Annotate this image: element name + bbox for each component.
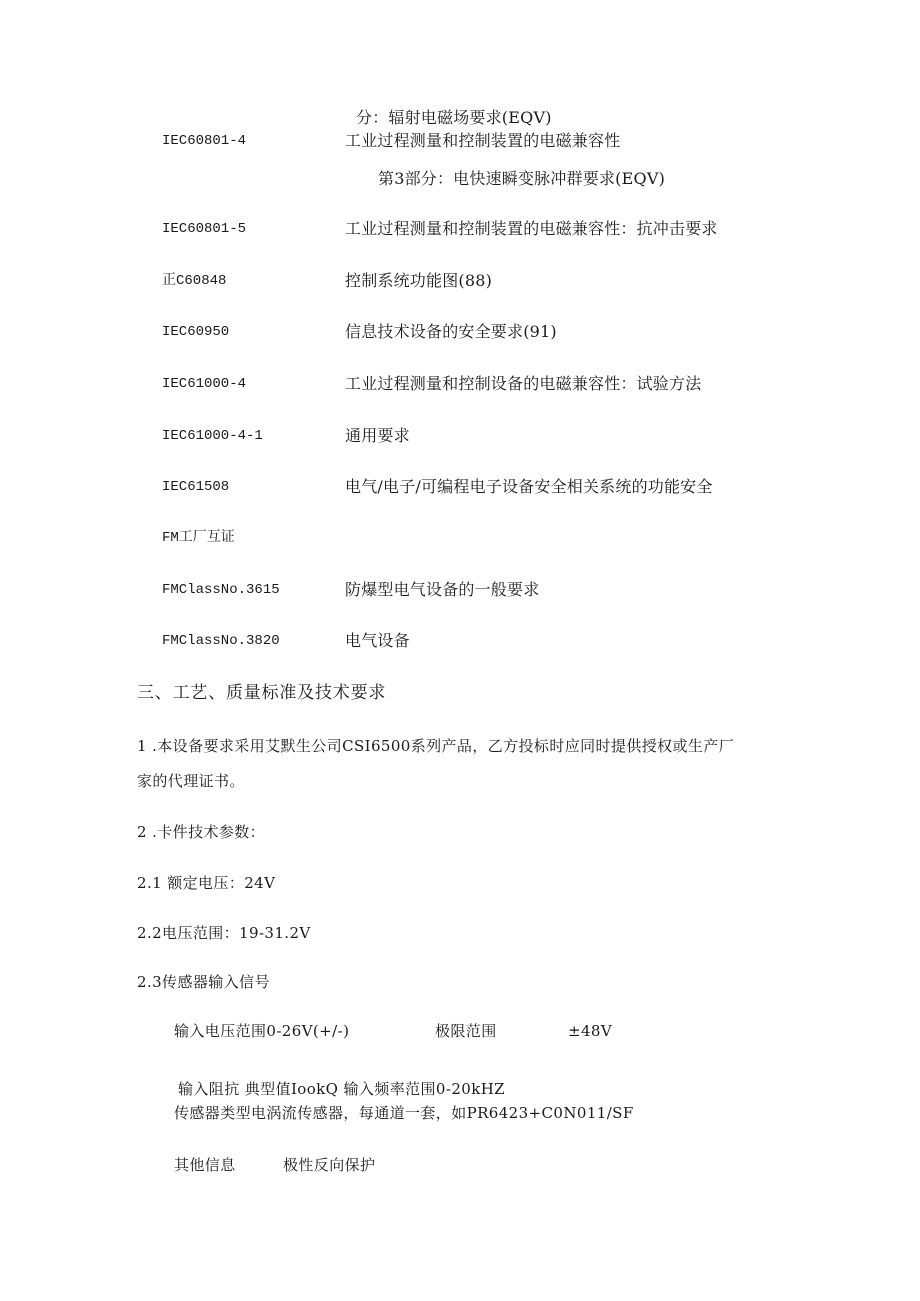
standard-desc-3: 工业过程测量和控制装置的电磁兼容性：抗冲击要求 [345, 219, 718, 238]
standard-desc-5: 信息技术设备的安全要求(91) [345, 322, 557, 341]
standard-desc-11: 电气设备 [345, 631, 410, 650]
standard-desc-6: 工业过程测量和控制设备的电磁兼容性：试验方法 [345, 374, 702, 393]
standard-code-4: 正C60848 [162, 273, 227, 289]
item-2-1: 2.1 额定电压：24V [137, 874, 276, 892]
standard-desc-10: 防爆型电气设备的一般要求 [345, 580, 540, 599]
item-2-2: 2.2电压范围：19-31.2V [137, 924, 311, 942]
input-impedance-line: 输入阻抗 典型值IookQ 输入频率范围0-20kHZ [178, 1080, 506, 1098]
standard-code-8: IEC61508 [162, 479, 230, 495]
standard-desc-8: 电气/电子/可编程电子设备安全相关系统的功能安全 [345, 477, 713, 496]
other-info-label: 其他信息 [174, 1156, 236, 1174]
item-1-line-2: 家的代理证书。 [137, 772, 245, 790]
standard-code-5: IEC60950 [162, 324, 230, 340]
item-2: 2 .卡件技术参数： [137, 823, 266, 841]
standard-code-9: FM工厂互证 [162, 530, 235, 546]
standard-code-11: FMClassNo.3820 [162, 633, 280, 649]
section-heading: 三、工艺、质量标准及技术要求 [137, 683, 387, 703]
standard-code-7: IEC61000-4-1 [162, 428, 263, 444]
standard-code-10: FMClassNo.3615 [162, 582, 280, 598]
standard-desc-4: 控制系统功能图(88) [345, 271, 493, 290]
limit-range-label: 极限范围 [435, 1022, 497, 1040]
standard-desc-1: 工业过程测量和控制装置的电磁兼容性 [345, 131, 621, 150]
limit-range-value: ±48V [568, 1022, 613, 1040]
standard-code-6: IEC61000-4 [162, 376, 247, 392]
standard-code-3: IEC60801-5 [162, 221, 247, 237]
standard-desc-7: 通用要求 [345, 426, 410, 445]
input-voltage-range: 输入电压范围0-26V(+/-) [174, 1022, 350, 1040]
sensor-type-line: 传感器类型电涡流传感器，每通道一套，如PR6423+C0N011/SF [174, 1104, 634, 1122]
standard-desc-2: 第3部分：电快速瞬变脉冲群要求(EQV) [378, 169, 666, 188]
item-2-3: 2.3传感器输入信号 [137, 973, 270, 991]
standard-code-1: IEC60801-4 [162, 133, 247, 149]
other-info-value: 极性反向保护 [283, 1156, 376, 1174]
item-1-line-1: 1 .本设备要求采用艾默生公司CSI6500系列产品，乙方投标时应同时提供授权或生产厂 [137, 737, 735, 755]
standard-desc-0: 分：辐射电磁场要求(EQV) [356, 108, 552, 127]
